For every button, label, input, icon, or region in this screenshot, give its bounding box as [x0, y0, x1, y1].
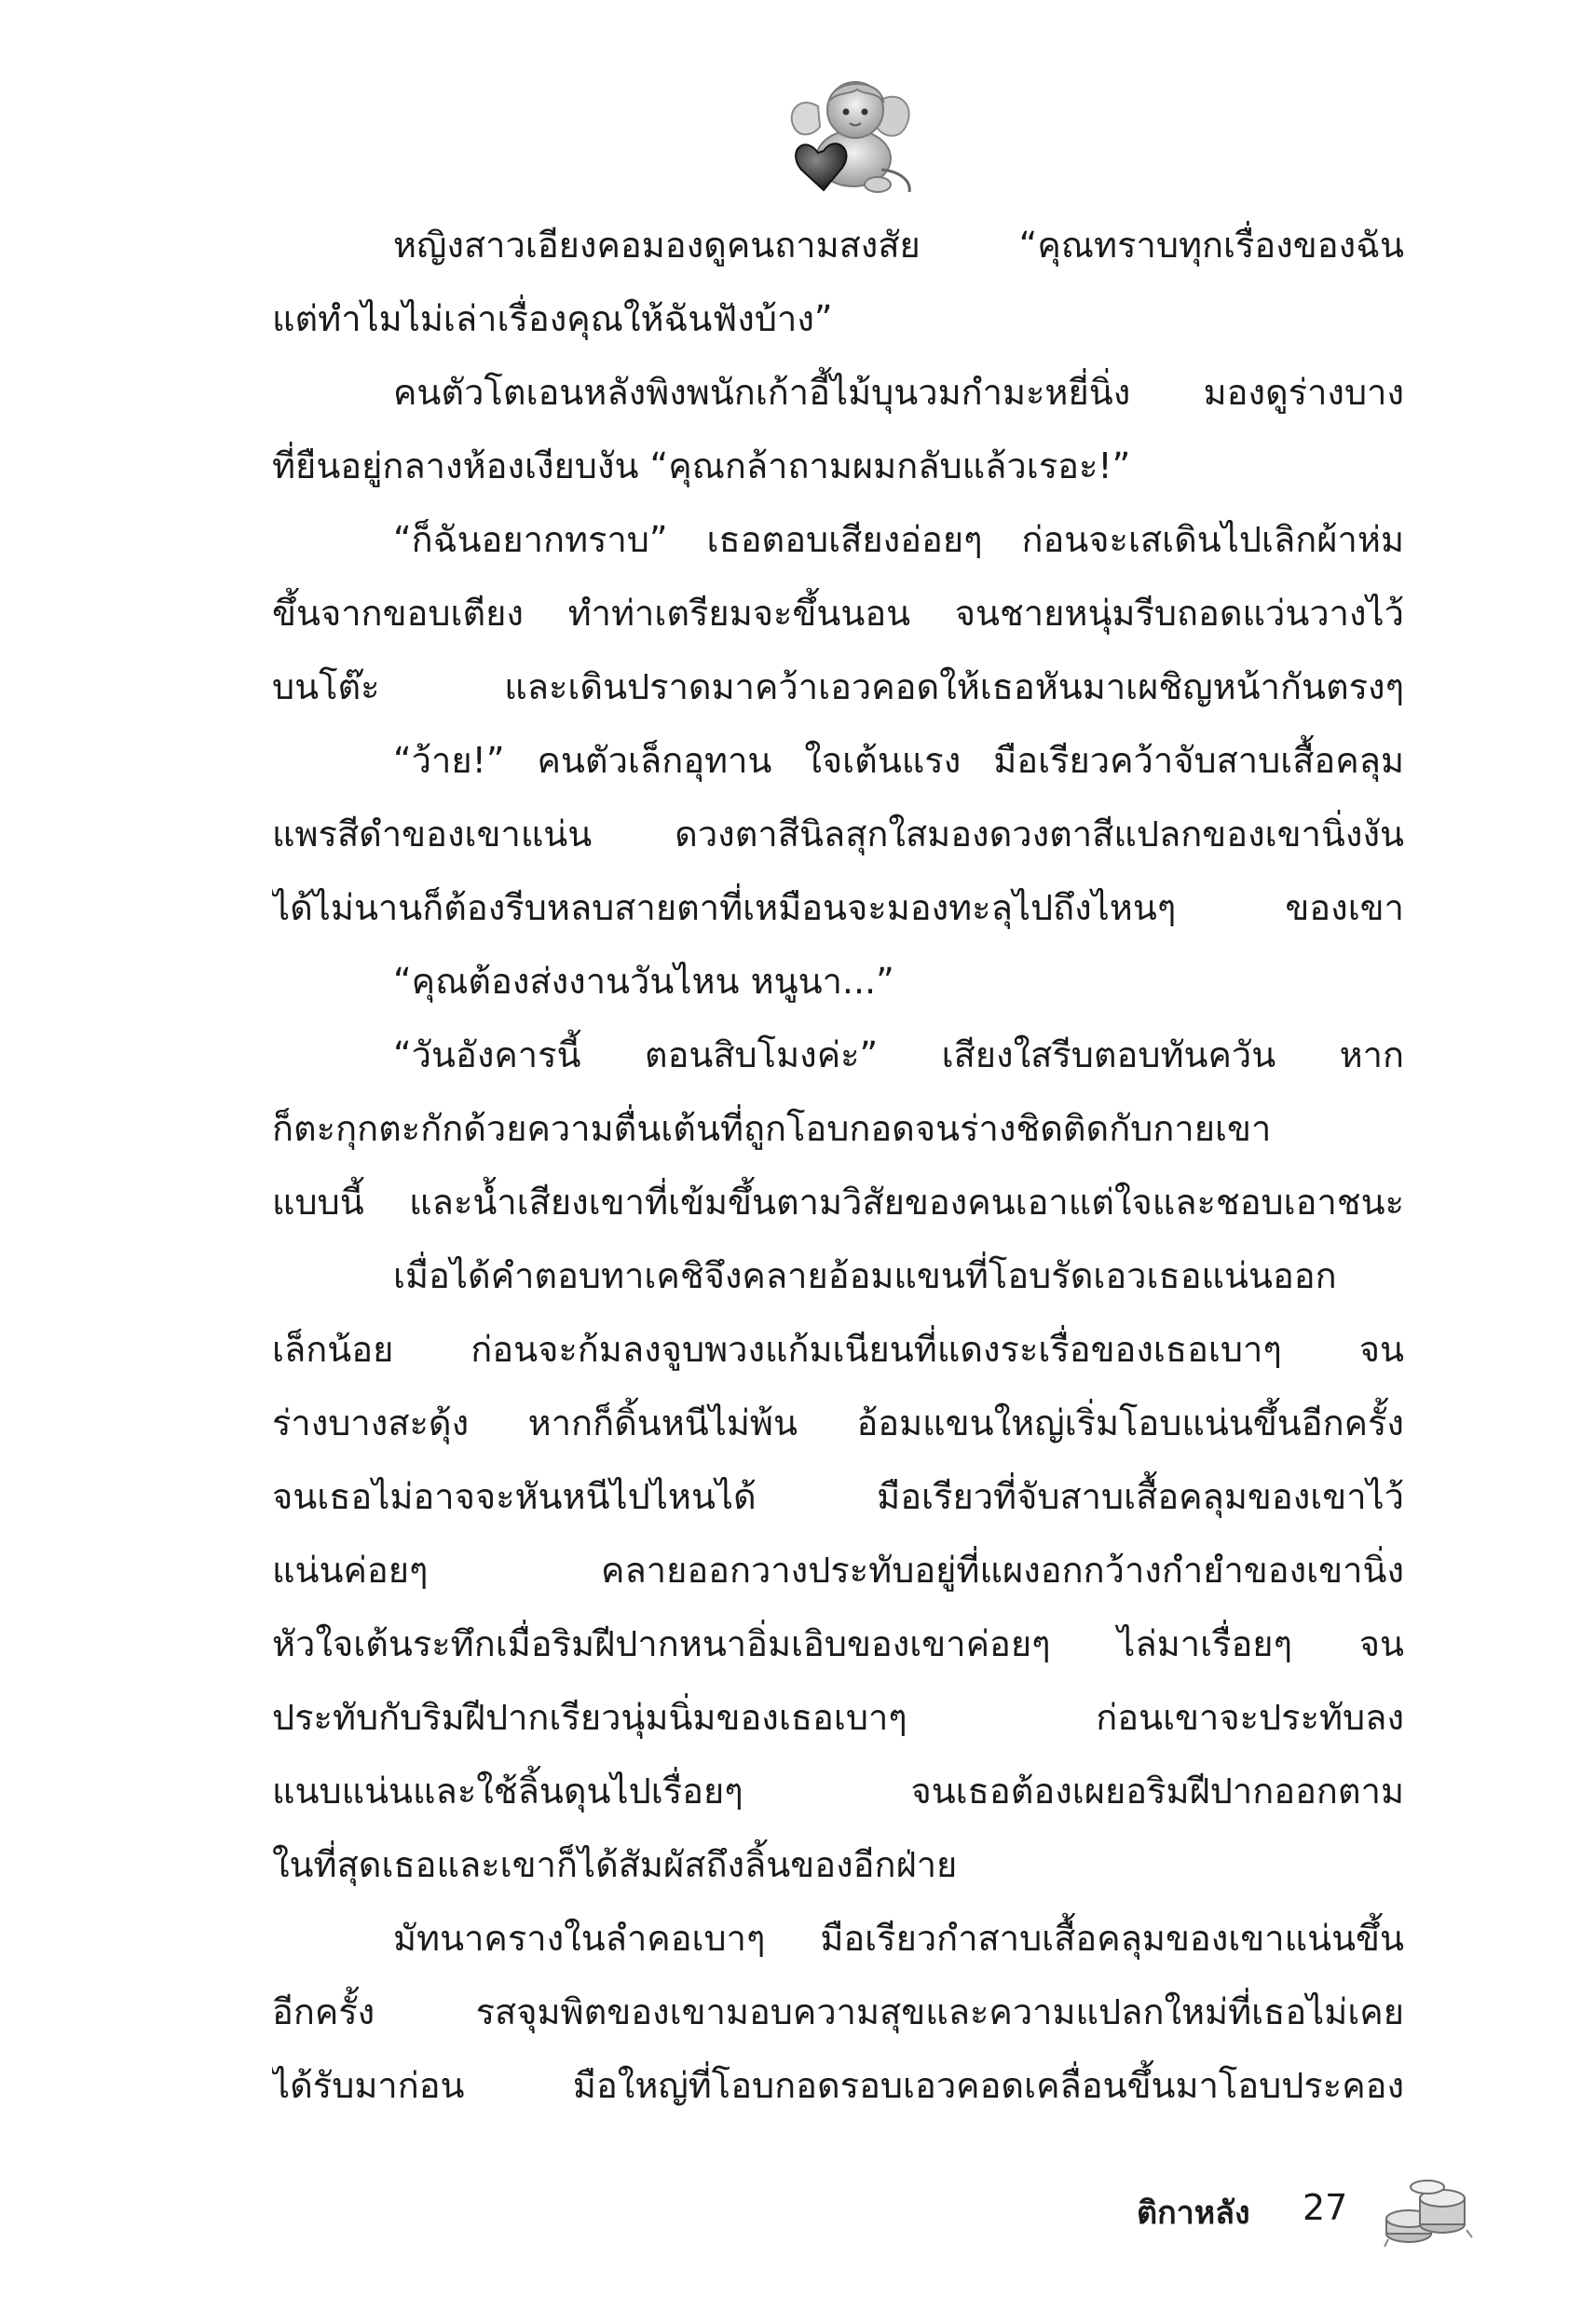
text-line-4: ที่ยืนอยู่กลางห้องเงียบงัน “คุณกล้าถามผมกลับแล้วเรอะ!” [272, 445, 1131, 486]
page-number: 27 [1303, 2187, 1348, 2228]
text-line-2: แต่ทำไมไม่เล่าเรื่องคุณให้ฉันฟังบ้าง” [272, 298, 833, 339]
text-line-11: “คุณต้องส่งงานวันไหน หนูนา...” [393, 961, 894, 1002]
text-line-22: แนบแน่นและใช้ลิ้นดุนไปเรื่อยๆ จนเธอต้องเผยอริมฝีปากออกตาม [272, 1771, 1404, 1812]
text-line-7: บนโต๊ะ และเดินปราดมาคว้าเอวคอดให้เธอหันมาเผชิญหน้ากันตรงๆ [272, 666, 1404, 707]
page-footer [1137, 2167, 1491, 2260]
text-line-10: ได้ไม่นานก็ต้องรีบหลบสายตาที่เหมือนจะมองทะลุไปถึงไหนๆ ของเขา [272, 887, 1404, 928]
text-line-8: “ว้าย!” คนตัวเล็กอุทาน ใจเต้นแรง มือเรียวคว้าจับสาบเสื้อคลุม [393, 740, 1404, 781]
text-line-24: มัทนาครางในลำคอเบาๆ มือเรียวกำสาบเสื้อคลุมของเขาแน่นขึ้น [393, 1918, 1404, 1959]
text-line-6: ขึ้นจากขอบเตียง ทำท่าเตรียมจะขึ้นนอน จนชายหนุ่มรีบถอดแว่นวางไว้ [272, 593, 1404, 634]
text-line-26: ได้รับมาก่อน มือใหญ่ที่โอบกอดรอบเอวคอดเคลื่อนขึ้นมาโอบประคอง [272, 2065, 1404, 2106]
text-line-5: “ก็ฉันอยากทราบ” เธอตอบเสียงอ่อยๆ ก่อนจะเสเดินไปเลิกผ้าห่ม [393, 519, 1404, 560]
text-line-9: แพรสีดำของเขาแน่น ดวงตาสีนิลสุกใสมองดวงตาสีแปลกของเขานิ่งงัน [272, 814, 1404, 855]
text-line-25: อีกครั้ง รสจุมพิตของเขามอบความสุขและความแปลกใหม่ที่เธอไม่เคย [272, 1991, 1404, 2032]
text-line-12: “วันอังคารนี้ ตอนสิบโมงค่ะ” เสียงใสรีบตอบทันควัน หาก [393, 1034, 1404, 1075]
book-title: ติกาหลัง [1137, 2195, 1250, 2232]
text-line-19: แน่นค่อยๆ คลายออกวางประทับอยู่ที่แผงอกกว้างกำยำของเขานิ่ง [272, 1550, 1404, 1591]
text-line-13: ก็ตะกุกตะกักด้วยความตื่นเต้นที่ถูกโอบกอดจนร่างชิดติดกับกายเขา [272, 1108, 1272, 1149]
coins-stack-icon [1381, 2172, 1474, 2249]
text-line-15: เมื่อได้คำตอบทาเคชิจึงคลายอ้อมแขนที่โอบรัดเอวเธอแน่นออก [393, 1255, 1337, 1296]
text-line-20: หัวใจเต้นระทึกเมื่อริมฝีปากหนาอิ่มเอิบของเขาค่อยๆ ไล่มาเรื่อยๆ จน [272, 1623, 1404, 1664]
text-line-23: ในที่สุดเธอและเขาก็ได้สัมผัสถึงลิ้นของอีกฝ่าย [272, 1844, 958, 1885]
text-line-17: ร่างบางสะดุ้ง หากก็ดิ้นหนีไม่พ้น อ้อมแขนใหญ่เริ่มโอบแน่นขึ้นอีกครั้ง [272, 1402, 1404, 1443]
text-line-3: คนตัวโตเอนหลังพิงพนักเก้าอี้ไม้บุนวมกำมะหยี่นิ่ง มองดูร่างบาง [393, 372, 1404, 413]
text-line-18: จนเธอไม่อาจจะหันหนีไปไหนได้ มือเรียวที่จับสาบเสื้อคลุมของเขาไว้ [272, 1476, 1404, 1517]
cherub-heart-icon [781, 67, 919, 196]
text-line-21: ประทับกับริมฝีปากเรียวนุ่มนิ่มของเธอเบาๆ ก่อนเขาจะประทับลง [272, 1697, 1404, 1738]
text-line-16: เล็กน้อย ก่อนจะก้มลงจูบพวงแก้มเนียนที่แดงระเรื่อของเธอเบาๆ จน [272, 1329, 1404, 1370]
text-line-14: แบบนี้ และน้ำเสียงเขาที่เข้มขึ้นตามวิสัยของคนเอาแต่ใจและชอบเอาชนะ [272, 1182, 1404, 1223]
text-line-1: หญิงสาวเอียงคอมองดูคนถามสงสัย “คุณทราบทุกเรื่องของฉัน [393, 225, 1404, 266]
